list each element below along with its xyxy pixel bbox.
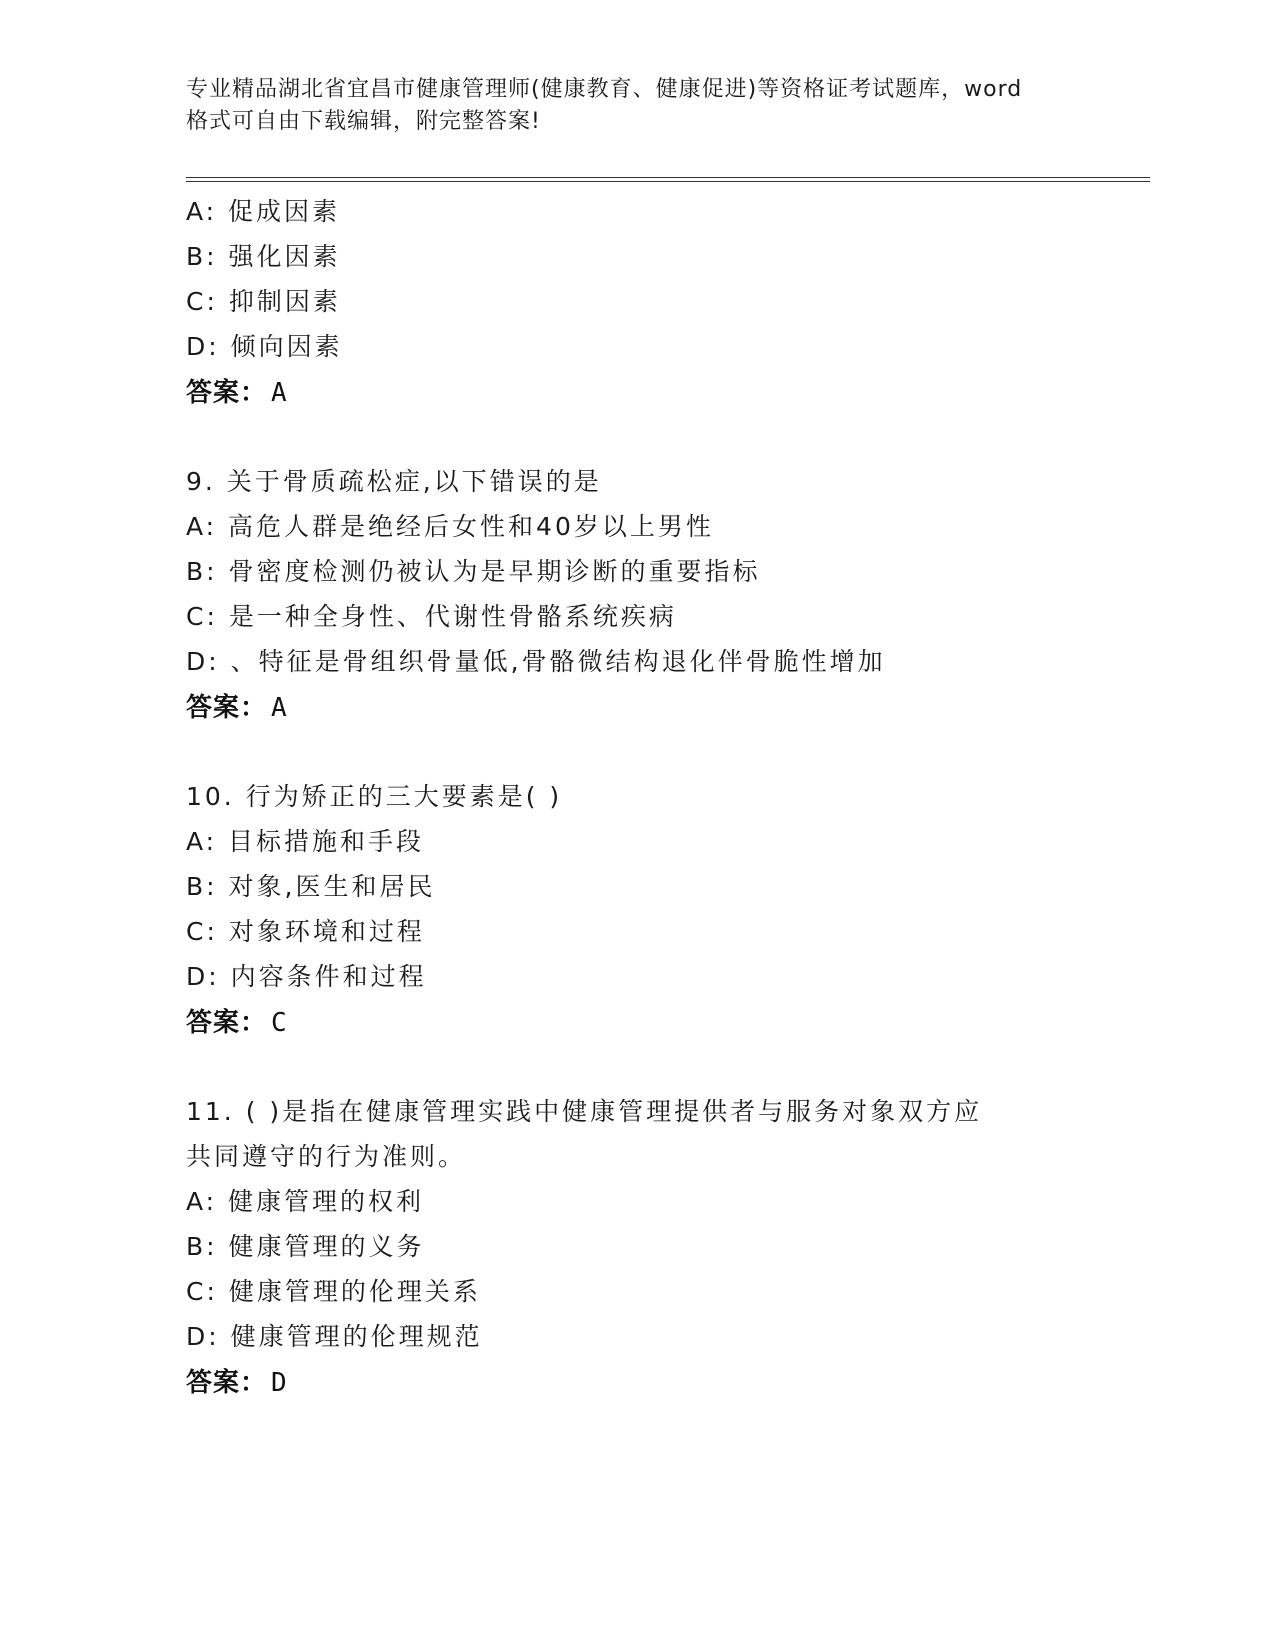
answer-label: 答案：: [186, 693, 268, 723]
q9-option-d: D: 、特征是骨组织骨量低,骨骼微结构退化伴骨脆性增加: [186, 647, 886, 676]
q9-answer: [186, 687, 287, 724]
document-header: [186, 74, 1086, 138]
q9-option-c: C: 是一种全身性、代谢性骨骼系统疾病: [186, 602, 677, 631]
q11-option-c: C: 健康管理的伦理关系: [186, 1277, 481, 1306]
answer-label: 答案：: [186, 1008, 268, 1038]
answer-value: A: [271, 378, 287, 408]
answer-value: C: [271, 1008, 287, 1038]
q10-option-d: D: 内容条件和过程: [186, 962, 427, 991]
header-line-1: 专业精品湖北省宜昌市健康管理师(健康教育、健康促进)等资格证考试题库，word: [186, 77, 1023, 102]
q8-option-a: A: 促成因素: [186, 197, 341, 226]
q9-stem: 9. 关于骨质疏松症,以下错误的是: [186, 467, 602, 496]
answer-label: 答案：: [186, 1368, 268, 1398]
answer-value: D: [271, 1368, 287, 1398]
q10-answer: [186, 1002, 287, 1039]
q8-option-b: B: 强化因素: [186, 242, 341, 271]
q10-option-b: B: 对象,医生和居民: [186, 872, 436, 901]
q9-option-b: B: 骨密度检测仍被认为是早期诊断的重要指标: [186, 557, 761, 586]
header-divider: [186, 177, 1150, 182]
answer-value: A: [271, 693, 287, 723]
q11-option-d: D: 健康管理的伦理规范: [186, 1322, 483, 1351]
q11-stem-line-1: 11. ( )是指在健康管理实践中健康管理提供者与服务对象双方应: [186, 1097, 983, 1126]
q9-option-a: A: 高危人群是绝经后女性和40岁以上男性: [186, 512, 714, 541]
q8-answer: [186, 372, 287, 409]
q11-stem-line-2: 共同遵守的行为准则。: [186, 1142, 467, 1171]
q10-option-c: C: 对象环境和过程: [186, 917, 425, 946]
answer-label: 答案：: [186, 378, 268, 408]
q11-option-b: B: 健康管理的义务: [186, 1232, 425, 1261]
q11-answer: [186, 1362, 287, 1399]
q10-option-a: A: 目标措施和手段: [186, 827, 425, 856]
q10-stem: 10. 行为矫正的三大要素是( ): [186, 782, 563, 811]
q8-option-c: C: 抑制因素: [186, 287, 341, 316]
q8-option-d: D: 倾向因素: [186, 332, 343, 361]
header-line-2: 格式可自由下载编辑，附完整答案!: [186, 109, 541, 134]
q11-option-a: A: 健康管理的权利: [186, 1187, 425, 1216]
